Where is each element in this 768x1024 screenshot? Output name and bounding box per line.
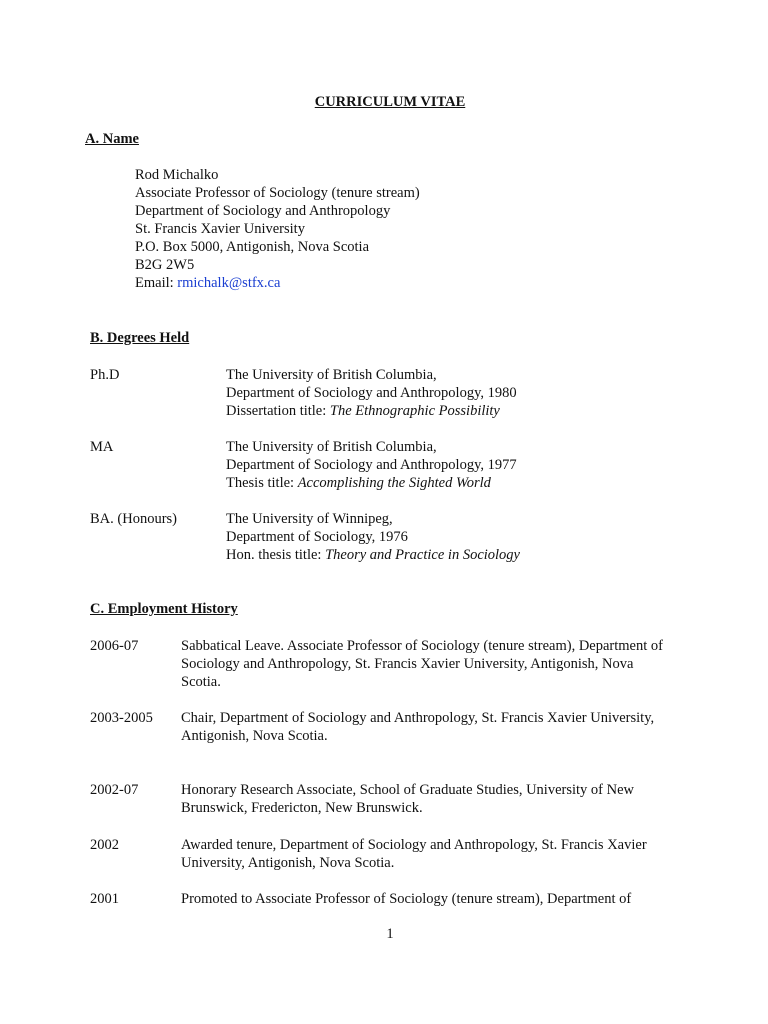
degree-title: The Ethnographic Possibility — [329, 403, 500, 419]
email-label: Email: — [135, 275, 178, 291]
employment-description — [181, 890, 701, 908]
degree-details — [226, 510, 520, 564]
position-line: Associate Professor of Sociology (tenure stream) — [135, 185, 420, 201]
degree-label: MA — [90, 439, 114, 455]
employment-description — [181, 709, 701, 745]
degree-title: Accomplishing the Sighted World — [297, 475, 491, 491]
degree-department: Department of Sociology and Anthropology, 1980 — [226, 385, 517, 401]
employment-line: University, Antigonish, Nova Scotia. — [181, 855, 395, 871]
degree-details — [226, 438, 517, 492]
degree-title-label: Hon. thesis title: — [226, 547, 326, 563]
email-link[interactable]: rmichalk@stfx.ca — [177, 275, 281, 291]
employment-line: Sociology and Anthropology, St. Francis Xavier University, Antigonish, Nova — [181, 656, 634, 672]
department-line: Department of Sociology and Anthropology — [135, 203, 391, 219]
employment-line: Brunswick, Fredericton, New Brunswick. — [181, 800, 423, 816]
employment-date: 2001 — [90, 891, 119, 907]
address-line: P.O. Box 5000, Antigonish, Nova Scotia — [135, 239, 370, 255]
degree-department: Department of Sociology, 1976 — [226, 529, 408, 545]
employment-description — [181, 637, 701, 691]
employment-line: Honorary Research Associate, School of Graduate Studies, University of New — [181, 782, 635, 798]
page-number: 1 — [386, 926, 394, 942]
employment-section-heading: C. Employment History — [90, 601, 238, 617]
degree-details — [226, 366, 517, 420]
degree-title-label: Dissertation title: — [226, 403, 330, 419]
employment-line: Sabbatical Leave. Associate Professor of Sociology (tenure stream), Department of — [181, 638, 663, 654]
employment-date: 2006-07 — [90, 638, 139, 654]
employment-date: 2002 — [90, 837, 119, 853]
employment-line: Promoted to Associate Professor of Sociology (tenure stream), Department of — [181, 891, 632, 907]
person-name: Rod Michalko — [135, 167, 219, 183]
degree-title-line — [226, 474, 517, 492]
employment-line: Scotia. — [181, 674, 221, 690]
employment-line: Antigonish, Nova Scotia. — [181, 728, 328, 744]
employment-date: 2002-07 — [90, 782, 139, 798]
employment-line: Chair, Department of Sociology and Anthropology, St. Francis Xavier University, — [181, 710, 655, 726]
degree-title-line — [226, 402, 517, 420]
degree-department: Department of Sociology and Anthropology, 1977 — [226, 457, 517, 473]
document-title: CURRICULUM VITAE — [314, 94, 466, 110]
employment-line: Awarded tenure, Department of Sociology and Anthropology, St. Francis Xavier — [181, 837, 647, 853]
contact-block — [135, 166, 420, 292]
degree-label: BA. (Honours) — [90, 511, 177, 527]
degree-title: Theory and Practice in Sociology — [325, 547, 520, 563]
degree-institution: The University of Winnipeg, — [226, 511, 393, 527]
email-line — [135, 274, 420, 292]
degree-institution: The University of British Columbia, — [226, 439, 437, 455]
postal-code-line: B2G 2W5 — [135, 257, 195, 273]
employment-date: 2003-2005 — [90, 710, 153, 726]
degree-institution: The University of British Columbia, — [226, 367, 437, 383]
degrees-section-heading: B. Degrees Held — [90, 330, 190, 346]
employment-description — [181, 781, 701, 817]
university-line: St. Francis Xavier University — [135, 221, 305, 237]
degree-title-line — [226, 546, 520, 564]
degree-label: Ph.D — [90, 367, 120, 383]
employment-description — [181, 836, 701, 872]
degree-title-label: Thesis title: — [226, 475, 298, 491]
name-section-heading: A. Name — [85, 131, 139, 147]
